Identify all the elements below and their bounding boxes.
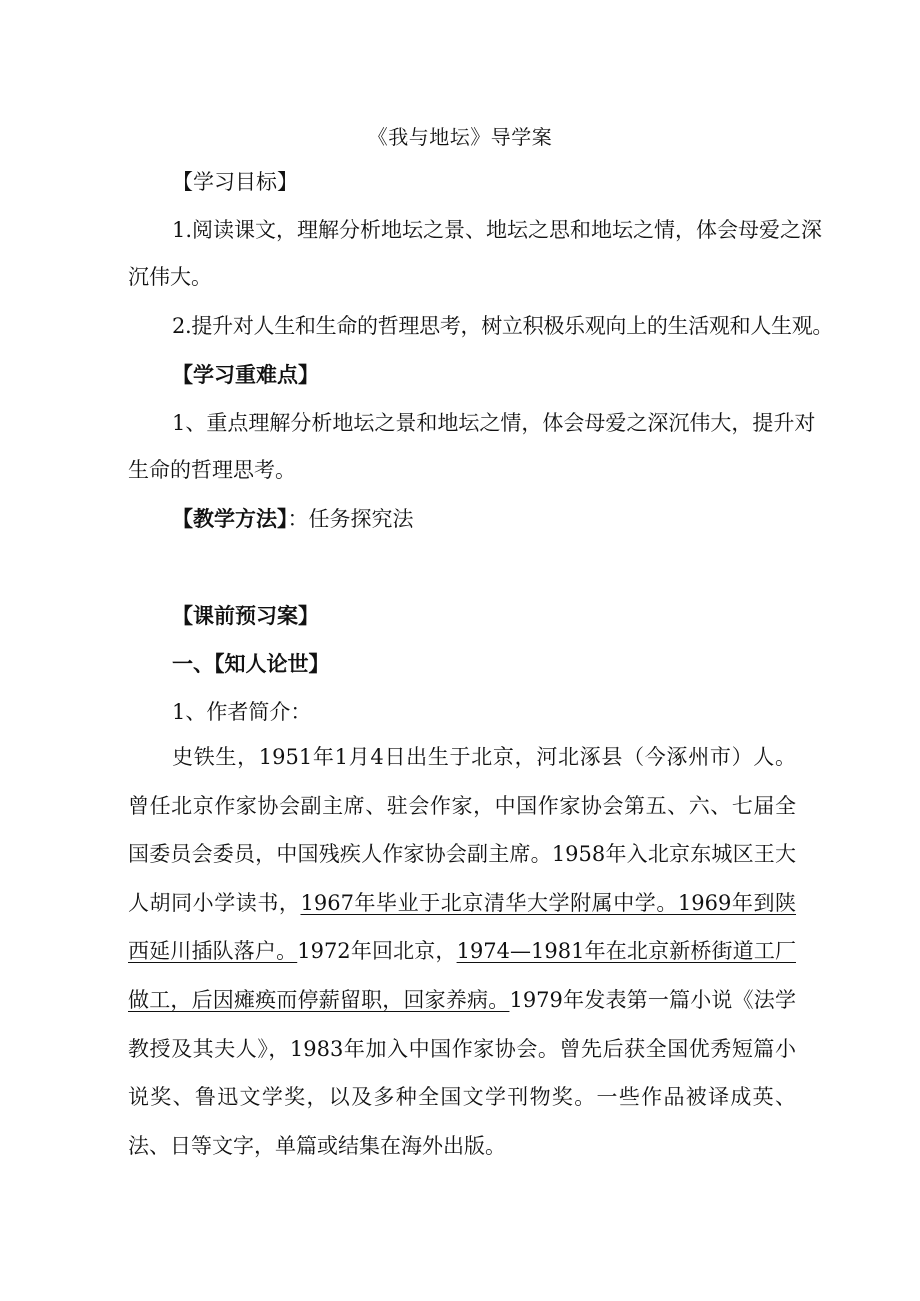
author-intro-heading: 1、作者简介： [172,700,312,724]
bio-segment-2: 1972年回北京， [297,939,457,964]
key-points-line-1: 1、重点理解分析地坛之景和地坛之情，体会母爱之深沉伟大，提升对 [172,411,816,435]
goal-item-1-line-1: 1.阅读课文，理解分析地坛之景、地坛之思和地坛之情，体会母爱之深 [172,218,823,242]
bio-underlined-segment-1: 1967年毕业于北京清华大学附属中学。1969年到陕西延川插队落户。 [128,890,797,964]
goals-heading: 【学习目标】 [172,170,298,194]
section-know-author [172,649,812,679]
preview-heading: 【课前预习案】 [172,603,319,628]
goal-item-1-line-2: 沉伟大。 [128,265,212,289]
goal-item-2: 2.提升对人生和生命的哲理思考，树立积极乐观向上的生活观和人生观。 [172,314,834,338]
teaching-method [172,504,812,534]
section-prefix: 一、 [172,651,214,676]
teaching-method-label: 【教学方法】 [172,506,288,531]
author-bio-paragraph [128,733,796,1170]
bio-segment-3: 1979年发表第一篇小说《法学教授及其夫人》，1983年加入中国作家协会。曾先后获全国优秀短篇小说奖、鲁迅文学奖，以及多种全国文学刊物奖。一些作品被译成英、法、日等文字，单篇或结集在海外出版。 [128,987,796,1158]
bio-underlined-segment-2: 1974—1981年在北京新桥街道工厂做工，后因瘫痪而停薪留职，回家养病。 [128,939,796,1012]
teaching-method-value: ：任务探究法 [287,507,414,531]
section-title: 【知人论世】 [214,651,330,676]
document-title: 《我与地坛》导学案 [367,125,553,149]
key-points-heading: 【学习重难点】 [172,362,319,387]
bio-segment-1: 史铁生，1951年1月4日出生于北京，河北涿县（今涿州市）人。曾任北京作家协会副主席、驻会作家，中国作家协会第五、六、七届全国委员会委员，中国残疾人作家协会副主席。1958年入北京东城区王大人胡同小学读书， [128,745,796,915]
key-points-line-2: 生命的哲理思考。 [128,458,296,482]
